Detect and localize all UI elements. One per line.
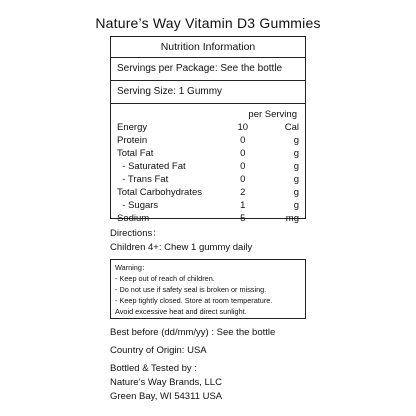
nutrient-name: - Saturated Fat: [117, 161, 186, 172]
table-row: [117, 173, 301, 186]
warning-line: - Do not use if safety seal is broken or missing.: [115, 285, 267, 294]
table-row: [117, 134, 301, 147]
nutrient-unit: g: [293, 135, 299, 146]
bottled-label: Bottled & Tested by :: [110, 363, 197, 374]
serving-size: Serving Size: 1 Gummy: [111, 81, 305, 104]
nutrient-name: Energy: [117, 122, 148, 133]
table-row: [117, 160, 301, 173]
nutrient-unit: g: [293, 187, 299, 198]
nutrient-unit: g: [293, 200, 299, 211]
nutrient-value: 0: [240, 174, 246, 185]
nutrient-unit: g: [293, 148, 299, 159]
directions-text: Children 4+: Chew 1 gummy daily: [110, 242, 253, 253]
nutrient-value: 10: [237, 122, 249, 133]
nutrient-name: - Sugars: [117, 200, 159, 211]
nutrient-unit: g: [293, 174, 299, 185]
nutrition-panel: [110, 36, 306, 224]
nutrient-value: 0: [240, 161, 246, 172]
warning-line: Avoid excessive heat and direct sunlight.: [115, 307, 247, 316]
product-title: Nature’s Way Vitamin D3 Gummies: [95, 15, 321, 31]
warning-label: Warning：: [115, 263, 150, 272]
best-before: Best before (dd/mm/yy) : See the bottle: [110, 327, 276, 338]
nutrient-unit: Cal: [284, 122, 299, 133]
table-row: [117, 212, 301, 225]
nutrition-header: Nutrition Information: [111, 37, 305, 58]
nutrient-value: 5: [240, 213, 246, 224]
nutrient-name: Total Carbohydrates: [117, 187, 203, 198]
table-row: [117, 121, 301, 134]
nutrient-unit: g: [293, 161, 299, 172]
table-row: [117, 147, 301, 160]
per-serving-label: per Serving: [248, 109, 297, 120]
warning-box: [110, 259, 306, 319]
warning-line: - Keep out of reach of children.: [115, 274, 215, 283]
nutrient-name: Protein: [117, 135, 148, 146]
nutrient-name: Sodium: [117, 213, 150, 224]
nutrient-value: 0: [240, 148, 246, 159]
nutrient-value: 2: [240, 187, 246, 198]
nutrient-name: Total Fat: [117, 148, 154, 159]
country-of-origin: Country of Origin: USA: [110, 345, 207, 356]
company-name: Nature’s Way Brands, LLC: [110, 377, 222, 388]
servings-per-package: Servings per Package: See the bottle: [111, 58, 305, 81]
nutrient-value: 1: [240, 200, 246, 211]
company-address: Green Bay, WI 54311 USA: [110, 391, 223, 402]
table-row: [117, 199, 301, 212]
nutrition-table: [117, 121, 301, 225]
warning-line: - Keep tightly closed. Store at room temperature.: [115, 296, 273, 305]
nutrient-name: - Trans Fat: [117, 174, 169, 185]
nutrient-unit: mg: [285, 213, 299, 224]
table-row: [117, 186, 301, 199]
directions-label: Directions：: [110, 228, 162, 239]
nutrient-value: 0: [240, 135, 246, 146]
